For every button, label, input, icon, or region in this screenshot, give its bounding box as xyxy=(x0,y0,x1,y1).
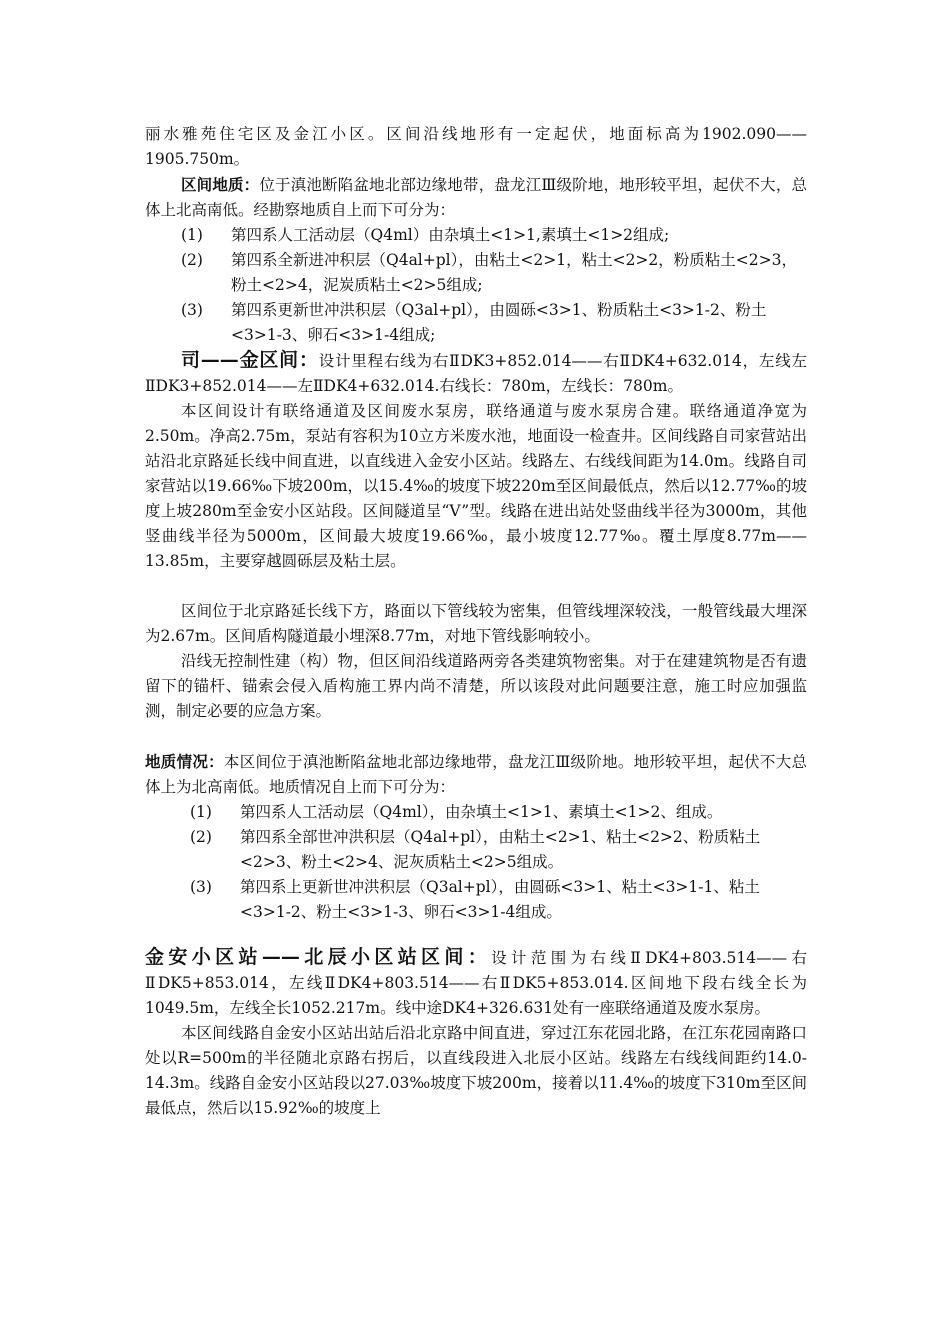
paragraph-intro: 丽水雅苑住宅区及金江小区。区间沿线地形有一定起伏，地面标高为1902.090——1905.750m。 xyxy=(145,125,807,168)
section-2-text: 设计范围为右线ⅡDK4+803.514——右ⅡDK5+853.014，左线ⅡDK4+803.514——右ⅡDK5+853.014.区间地下段右线全长为1049.5m，左线全长1052.217m。线中途DK4+326.631处有一座联络通道及废水泵房。 xyxy=(145,949,807,1017)
geology-list-item xyxy=(145,248,807,298)
list-text: 第四系更新世冲洪积层（Q3al+pl），由圆砾<3>1、粉质粘土<3>1-2、粉土<3>1-3、卵石<3>1-4组成; xyxy=(231,301,767,344)
document-page xyxy=(145,122,807,1121)
geology-label-2: 地质情况： xyxy=(145,752,224,771)
section-2-heading-paragraph xyxy=(145,945,807,1021)
section-1-heading-paragraph xyxy=(145,348,807,399)
list-number: (1) xyxy=(190,803,212,821)
geology-paragraph-2 xyxy=(145,749,807,800)
geology-text-2: 本区间位于滇池断陷盆地北部边缘地带，盘龙江Ⅲ级阶地。地形较平坦，起伏不大总体上为北高南低。地质情况自上而下可分为： xyxy=(145,753,807,796)
geology-label-1: 区间地质： xyxy=(181,175,260,194)
geology-paragraph-1 xyxy=(145,172,807,223)
section-2-title: 金安小区站——北辰小区站区间： xyxy=(145,946,492,968)
section-2-paragraph-1: 本区间线路自金安小区站出站后沿北京路中间直进，穿过江东花园北路，在江东花园南路口处以R=500m的半径随北京路右拐后，以直线段进入北辰小区站。线路左右线线间距约14.0-14.3m。线路自金安小区站段以27.03‰坡度下坡200m，接着以11.4‰的坡度下310m至区间最低点，然后以15.92‰的坡度上 xyxy=(145,1024,807,1117)
geology-list-item xyxy=(145,298,807,348)
section-1-paragraph-3: 沿线无控制性建（构）物，但区间沿线道路两旁各类建筑物密集。对于在建建筑物是否有遗留下的锚杆、锚索会侵入盾构施工界内尚不清楚，所以该段对此问题要注意，施工时应加强监测，制定必要的应急方案。 xyxy=(145,652,807,720)
list-text: 第四系上更新世冲洪积层（Q3al+pl），由圆砾<3>1、粘土<3>1-1、粘土<3>1-2、粉土<3>1-3、卵石<3>1-4组成。 xyxy=(240,878,760,921)
list-text: 第四系人工活动层（Q4ml），由杂填土<1>1、素填土<1>2、组成。 xyxy=(240,803,723,821)
section-1-paragraph-1: 本区间设计有联络通道及区间废水泵房，联络通道与废水泵房合建。联络通道净宽为2.50m。净高2.75m，泵站有容积为10立方米废水池，地面设一检查井。区间线路自司家营站出站沿北京路延长线中间直进，以直线进入金安小区站。线路左、右线线间距为14.0m。线路自司家营站以19.66‰下坡200m，以15.4‰的坡度下坡220m至区间最低点，然后以12.77‰的坡度上坡280m至金安小区站段。区间隧道呈“V”型。线路在进出站处竖曲线半径为3000m，其他竖曲线半径为5000m，区间最大坡度19.66‰，最小坡度12.77‰。覆土厚度8.77m——13.85m，主要穿越圆砾层及粘土层。 xyxy=(145,402,807,570)
list-number: (2) xyxy=(190,828,212,846)
section-1-text: 设计里程右线为右ⅡDK3+852.014——右ⅡDK4+632.014，左线左ⅡDK3+852.014——左ⅡDK4+632.014.右线长：780m，左线长：780m。 xyxy=(145,352,807,395)
geology-list-item xyxy=(145,223,807,248)
list-number: (3) xyxy=(181,301,203,319)
list-text: 第四系全新进冲积层（Q4al+pl），由粘土<2>1，粘土<2>2，粉质粘土<2>3，粉土<2>4，泥炭质粘土<2>5组成; xyxy=(231,251,797,294)
geology-list-item xyxy=(145,800,807,825)
geology-list-item xyxy=(145,825,807,875)
geology-text-1: 位于滇池断陷盆地北部边缘地带，盘龙江Ⅲ级阶地，地形较平坦，起伏不大，总体上北高南低。经勘察地质自上而下可分为： xyxy=(145,176,807,219)
section-1-paragraph-2: 区间位于北京路延长线下方，路面以下管线较为密集，但管线埋深较浅，一般管线最大埋深为2.67m。区间盾构隧道最小埋深8.77m，对地下管线影响较小。 xyxy=(145,602,807,645)
list-number: (3) xyxy=(190,878,212,896)
section-1-title: 司——金区间： xyxy=(181,349,319,371)
list-text: 第四系全部世冲洪积层（Q4al+pl），由粘土<2>1、粘土<2>2、粉质粘土<2>3、粉土<2>4、泥灰质粘土<2>5组成。 xyxy=(240,828,761,871)
list-number: (2) xyxy=(181,251,203,269)
geology-list-item xyxy=(145,875,807,925)
list-number: (1) xyxy=(181,226,203,244)
list-text: 第四系人工活动层（Q4ml）由杂填土<1>1,素填土<1>2组成; xyxy=(231,226,670,244)
